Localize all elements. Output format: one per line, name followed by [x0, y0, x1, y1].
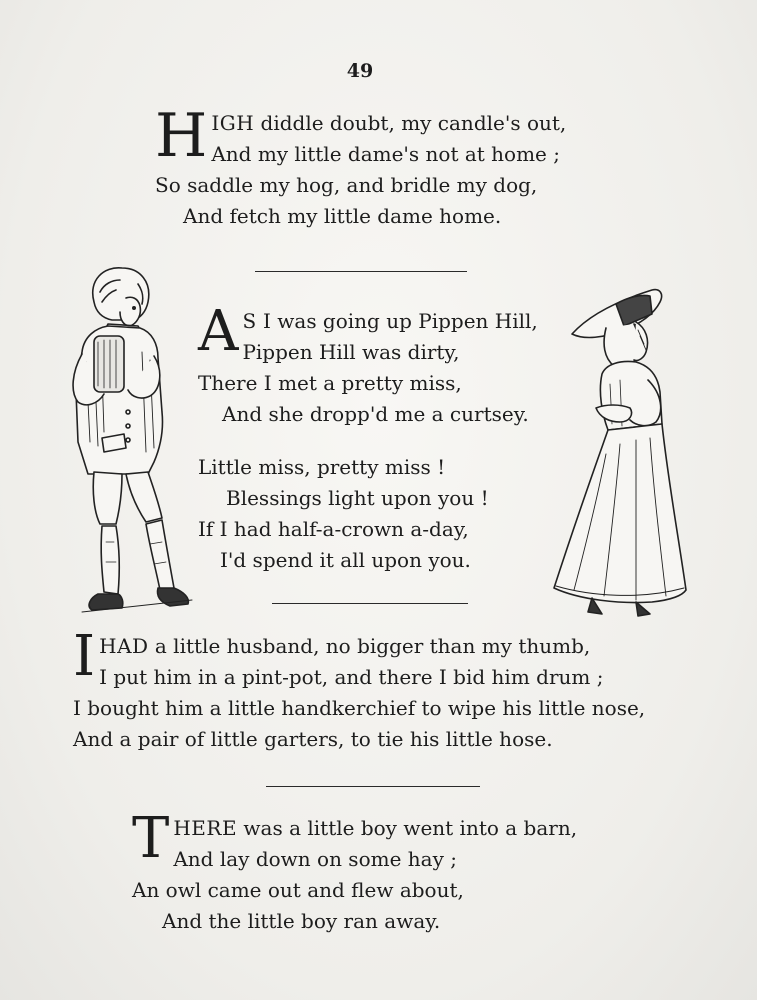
poem-line: Pippen Hill was dirty,: [242, 340, 460, 364]
stanza-break: [198, 430, 529, 452]
small-caps-opening: S: [242, 309, 257, 333]
poem-line: [73, 631, 645, 662]
boy-illustration: [42, 262, 194, 614]
poem-line: And my little dame's not at home ;: [211, 142, 560, 166]
poem-line: And lay down on some hay ;: [173, 847, 457, 871]
poem-line: I'd spend it all upon you.: [220, 548, 471, 572]
poem-line: An owl came out and flew about,: [132, 878, 464, 902]
line-text: diddle doubt, my candle's out,: [254, 111, 567, 135]
poem-line: I put him in a pint-pot, and there I bid him drum ;: [99, 665, 604, 689]
line-text: I was going up Pippen Hill,: [256, 309, 538, 333]
poem-line: I bought him a little handkerchief to wipe his little nose,: [73, 696, 646, 720]
poem-line: And a pair of little garters, to tie his little hose.: [73, 727, 553, 751]
girl-engraving-icon: [540, 284, 690, 618]
drop-cap: T: [132, 806, 170, 871]
poem-line: There I met a pretty miss,: [198, 371, 462, 395]
section-divider: [255, 271, 467, 272]
poem-line: Little miss, pretty miss !: [198, 455, 446, 479]
poem-line: [132, 813, 578, 844]
drop-cap: H: [155, 101, 208, 171]
poem-line: And the little boy ran away.: [162, 909, 441, 933]
poem-line: Blessings light upon you !: [226, 486, 489, 510]
poem-little-husband: [73, 624, 646, 755]
page-number: 49: [346, 60, 374, 82]
poem-high-diddle-doubt: [155, 101, 567, 232]
small-caps-opening: HERE: [173, 816, 238, 840]
drop-cap: I: [73, 624, 96, 689]
poem-line: If I had half-a-crown a-day,: [198, 517, 469, 541]
poem-line: So saddle my hog, and bridle my dog,: [155, 173, 538, 197]
section-divider: [272, 603, 468, 604]
small-caps-opening: HAD: [99, 634, 149, 658]
poem-little-boy-barn: [132, 806, 578, 937]
poem-line: [198, 306, 538, 337]
section-divider: [266, 786, 480, 787]
line-text: was a little boy went into a barn,: [237, 816, 578, 840]
poem-line: [155, 108, 567, 139]
poem-line: And fetch my little dame home.: [183, 204, 502, 228]
poem-pippen-hill: [198, 299, 538, 576]
line-text: a little husband, no bigger than my thumb,: [148, 634, 591, 658]
boy-engraving-icon: [42, 262, 194, 614]
small-caps-opening: IGH: [211, 111, 255, 135]
poem-line: And she dropp'd me a curtsey.: [222, 402, 529, 426]
girl-illustration: [540, 284, 690, 618]
drop-cap: A: [198, 299, 239, 364]
